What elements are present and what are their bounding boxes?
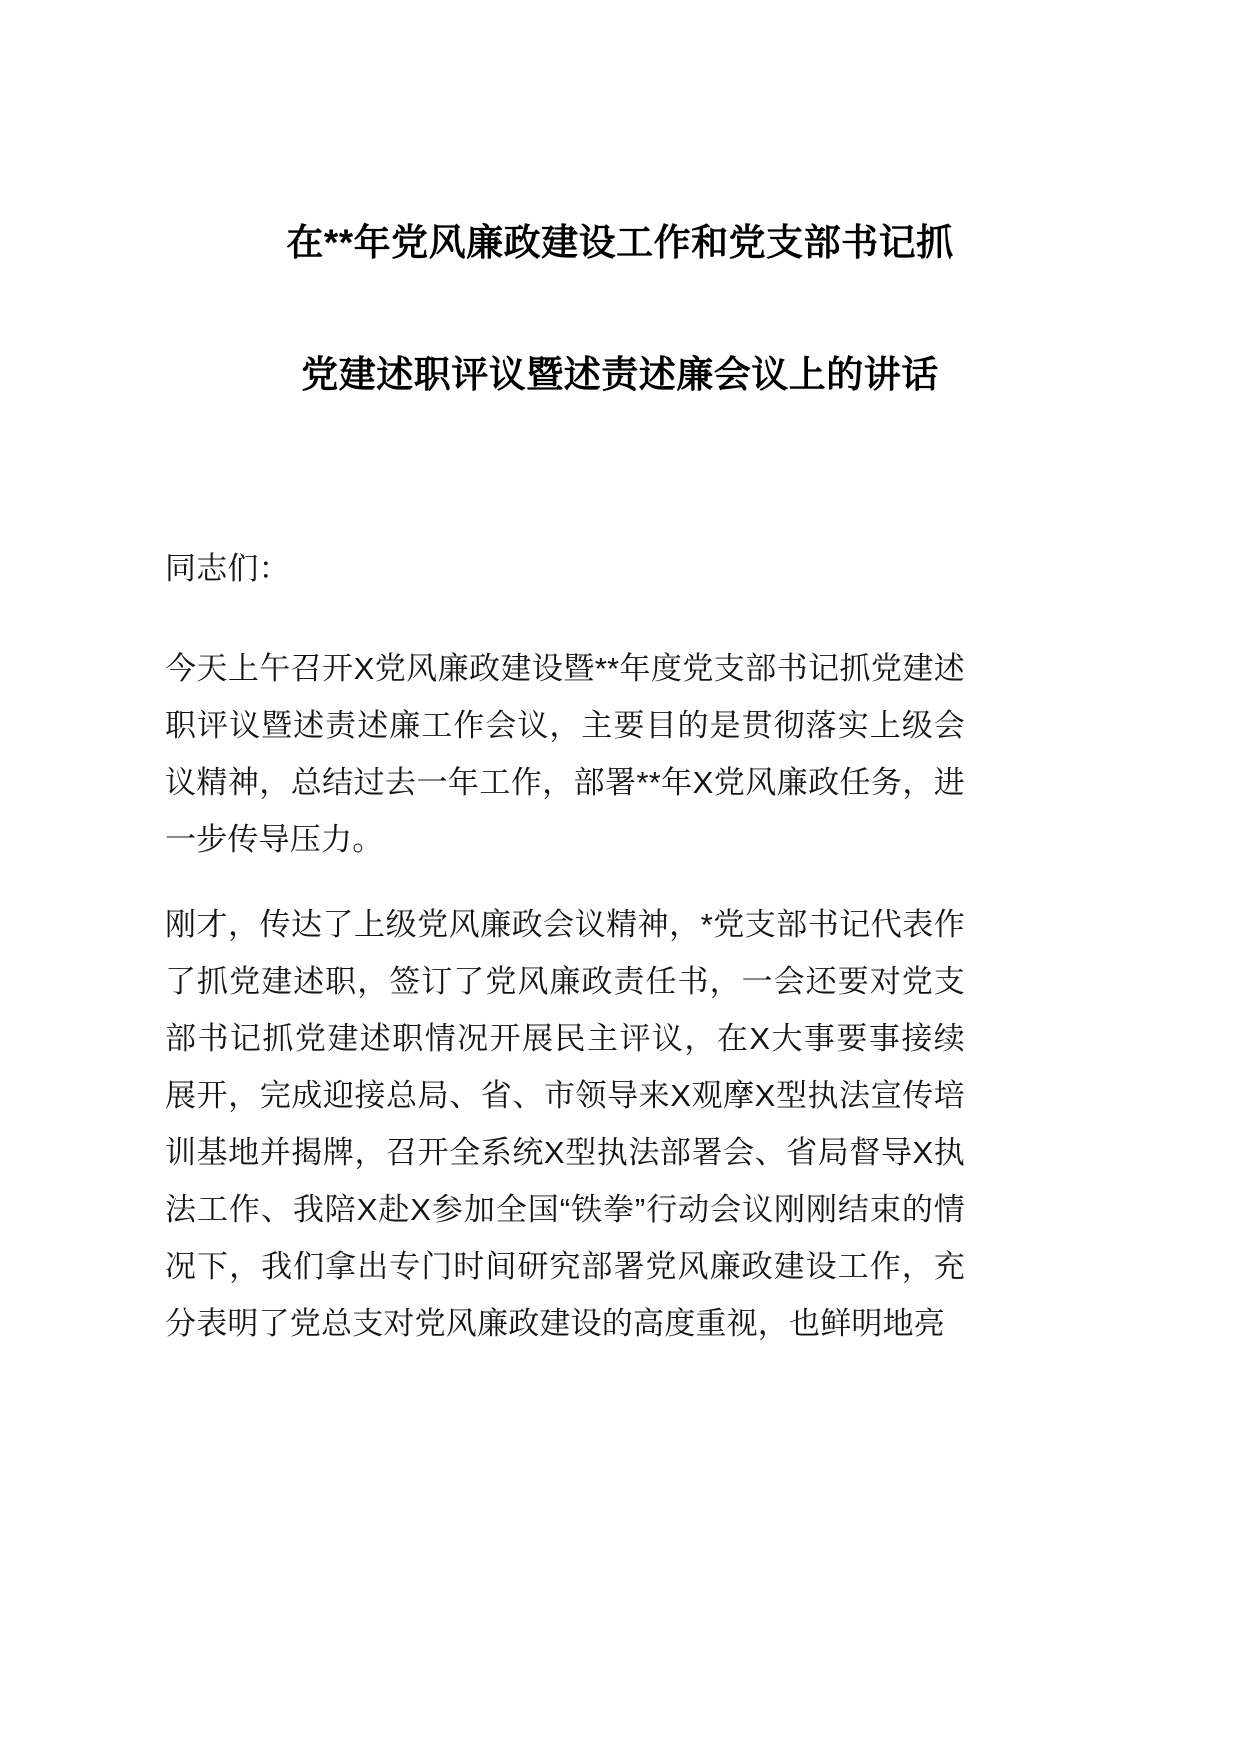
body-paragraph-2: 刚才，传达了上级党风廉政会议精神，*党支部书记代表作了抓党建述职，签订了党风廉政责任书，一会还要对党支部书记抓党建述职情况开展民主评议，在X大事要事接续展开，完成迎接总局、省、市领导来X观摩X型执法宣传培训基地并揭牌，召开全系统X型执法部署会、省局督导X执法工作、我陪X赴X参加全国“铁拳”行动会议刚刚结束的情况下，我们拿出专门时间研究部署党风廉政建设工作，充分表明了党总支对党风廉政建设的高度重视，也鲜明地亮: [165, 907, 965, 1341]
document-body: [165, 540, 965, 1352]
body-paragraph-1: 今天上午召开X党风廉政建设暨**年度党支部书记抓党建述职评议暨述责述廉工作会议，主要目的是贯彻落实上级会议精神，总结过去一年工作，部署**年X党风廉政任务，进一步传导压力。: [165, 651, 965, 857]
salutation-line: 同志们：: [165, 551, 290, 586]
title-line-1: 在**年党风廉政建设工作和党支部书记抓: [286, 221, 954, 263]
page-title: [140, 177, 1100, 441]
title-line-2: 党建述职评议暨述责述廉会议上的讲话: [301, 353, 939, 395]
